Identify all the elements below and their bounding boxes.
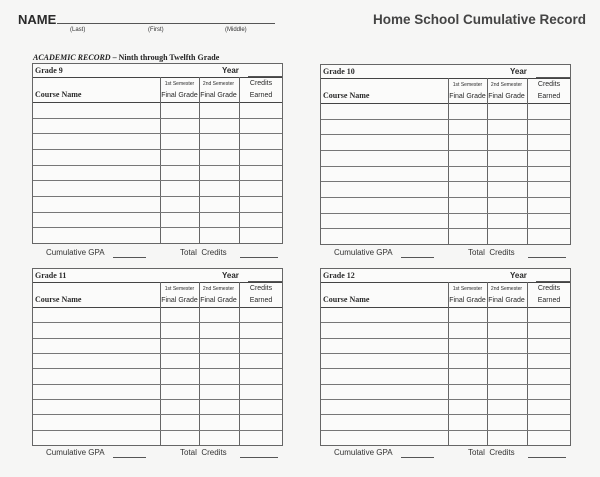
table-row-line: [33, 384, 282, 385]
table-row-line: [321, 197, 570, 198]
course-name-header: Course Name: [323, 91, 370, 100]
divider: [33, 102, 282, 103]
sem1-header-top: 1st Semester: [452, 82, 483, 88]
column-divider: [160, 282, 161, 445]
table-row-line: [321, 150, 570, 151]
cumulative-gpa-field[interactable]: [113, 457, 146, 458]
table-row-line: [321, 119, 570, 120]
sem2-header-bottom: Final Grade: [488, 297, 525, 304]
table-row-line: [321, 181, 570, 182]
table-row-line: [321, 353, 570, 354]
name-label: NAME: [18, 12, 57, 27]
table-row-line: [33, 414, 282, 415]
sem2-header-top: 2nd Semester: [202, 286, 235, 292]
table-row-line: [33, 399, 282, 400]
credits-header-bottom: Earned: [537, 297, 561, 304]
grade-box: [32, 268, 283, 446]
credits-header-bottom: Earned: [249, 297, 273, 304]
table-row-line: [33, 338, 282, 339]
credits-header-top: Credits: [537, 285, 561, 292]
table-row-line: [321, 338, 570, 339]
grade-box: [32, 63, 283, 244]
year-label: Year: [510, 67, 527, 76]
divider: [321, 78, 570, 79]
table-row-line: [33, 165, 282, 166]
total-credits-field[interactable]: [528, 457, 566, 458]
year-label: Year: [510, 271, 527, 280]
course-name-header: Course Name: [35, 90, 82, 99]
table-row-line: [321, 414, 570, 415]
table-row-line: [321, 368, 570, 369]
table-row-line: [321, 430, 570, 431]
credits-header-top: Credits: [537, 81, 561, 88]
middle-name-caption: (Middle): [225, 27, 247, 33]
sem2-header-top: 2nd Semester: [490, 82, 523, 88]
divider: [33, 282, 282, 283]
cumulative-gpa-label: Cumulative GPA: [334, 248, 393, 257]
column-divider: [199, 77, 200, 243]
total-credits-label: Total Credits: [180, 448, 227, 457]
table-row-line: [321, 213, 570, 214]
divider: [321, 103, 570, 104]
section-label: [33, 53, 219, 62]
column-divider: [448, 282, 449, 445]
grade-box: [320, 64, 571, 245]
column-divider: [487, 282, 488, 445]
table-row-line: [321, 384, 570, 385]
cumulative-gpa-label: Cumulative GPA: [46, 448, 105, 457]
section-label-rest: – Ninth through Twelfth Grade: [110, 53, 220, 62]
table-row-line: [321, 166, 570, 167]
table-row-line: [33, 430, 282, 431]
table-row-line: [33, 133, 282, 134]
table-row-line: [321, 322, 570, 323]
sem1-header-bottom: Final Grade: [161, 297, 198, 304]
cumulative-gpa-label: Cumulative GPA: [334, 448, 393, 457]
divider: [321, 282, 570, 283]
column-divider: [527, 282, 528, 445]
sem1-header-top: 1st Semester: [452, 286, 483, 292]
name-field[interactable]: [57, 23, 275, 24]
sem1-header-top: 1st Semester: [164, 286, 195, 292]
sem2-header-top: 2nd Semester: [490, 286, 523, 292]
last-name-caption: (Last): [70, 27, 86, 33]
credits-header-top: Credits: [249, 285, 273, 292]
sem2-header-bottom: Final Grade: [200, 92, 237, 99]
sem2-header-bottom: Final Grade: [200, 297, 237, 304]
column-divider: [239, 77, 240, 243]
total-credits-label: Total Credits: [180, 248, 227, 257]
total-credits-field[interactable]: [240, 257, 278, 258]
cumulative-gpa-label: Cumulative GPA: [46, 248, 105, 257]
total-credits-label: Total Credits: [468, 248, 515, 257]
sem1-header-bottom: Final Grade: [449, 297, 486, 304]
sem2-header-top: 2nd Semester: [202, 81, 235, 87]
sem2-header-bottom: Final Grade: [488, 93, 525, 100]
column-divider: [160, 77, 161, 243]
table-row-line: [321, 134, 570, 135]
grade-box: [320, 268, 571, 446]
sem1-header-bottom: Final Grade: [449, 93, 486, 100]
divider: [33, 307, 282, 308]
grade-label: Grade 9: [35, 66, 63, 75]
column-divider: [239, 282, 240, 445]
column-divider: [487, 78, 488, 244]
total-credits-field[interactable]: [240, 457, 278, 458]
sem1-header-top: 1st Semester: [164, 81, 195, 87]
column-divider: [448, 78, 449, 244]
table-row-line: [33, 368, 282, 369]
table-row-line: [33, 227, 282, 228]
year-label: Year: [222, 271, 239, 280]
course-name-header: Course Name: [35, 295, 82, 304]
table-row-line: [33, 149, 282, 150]
cumulative-gpa-field[interactable]: [113, 257, 146, 258]
table-row-line: [33, 322, 282, 323]
column-divider: [199, 282, 200, 445]
divider: [33, 77, 282, 78]
section-label-italic: ACADEMIC RECORD: [33, 53, 111, 62]
table-row-line: [321, 228, 570, 229]
course-name-header: Course Name: [323, 295, 370, 304]
credits-header-bottom: Earned: [249, 92, 273, 99]
table-row-line: [33, 196, 282, 197]
table-row-line: [321, 399, 570, 400]
grade-label: Grade 11: [35, 271, 67, 280]
table-row-line: [33, 353, 282, 354]
first-name-caption: (First): [148, 27, 164, 33]
sem1-header-bottom: Final Grade: [161, 92, 198, 99]
year-label: Year: [222, 66, 239, 75]
document-title: Home School Cumulative Record: [372, 12, 586, 27]
column-divider: [527, 78, 528, 244]
table-row-line: [33, 118, 282, 119]
table-row-line: [33, 212, 282, 213]
credits-header-top: Credits: [249, 80, 273, 87]
total-credits-field[interactable]: [528, 257, 566, 258]
grade-label: Grade 10: [323, 67, 355, 76]
cumulative-gpa-field[interactable]: [401, 457, 434, 458]
cumulative-gpa-field[interactable]: [401, 257, 434, 258]
grade-label: Grade 12: [323, 271, 355, 280]
table-row-line: [33, 180, 282, 181]
total-credits-label: Total Credits: [468, 448, 515, 457]
credits-header-bottom: Earned: [537, 93, 561, 100]
divider: [321, 307, 570, 308]
